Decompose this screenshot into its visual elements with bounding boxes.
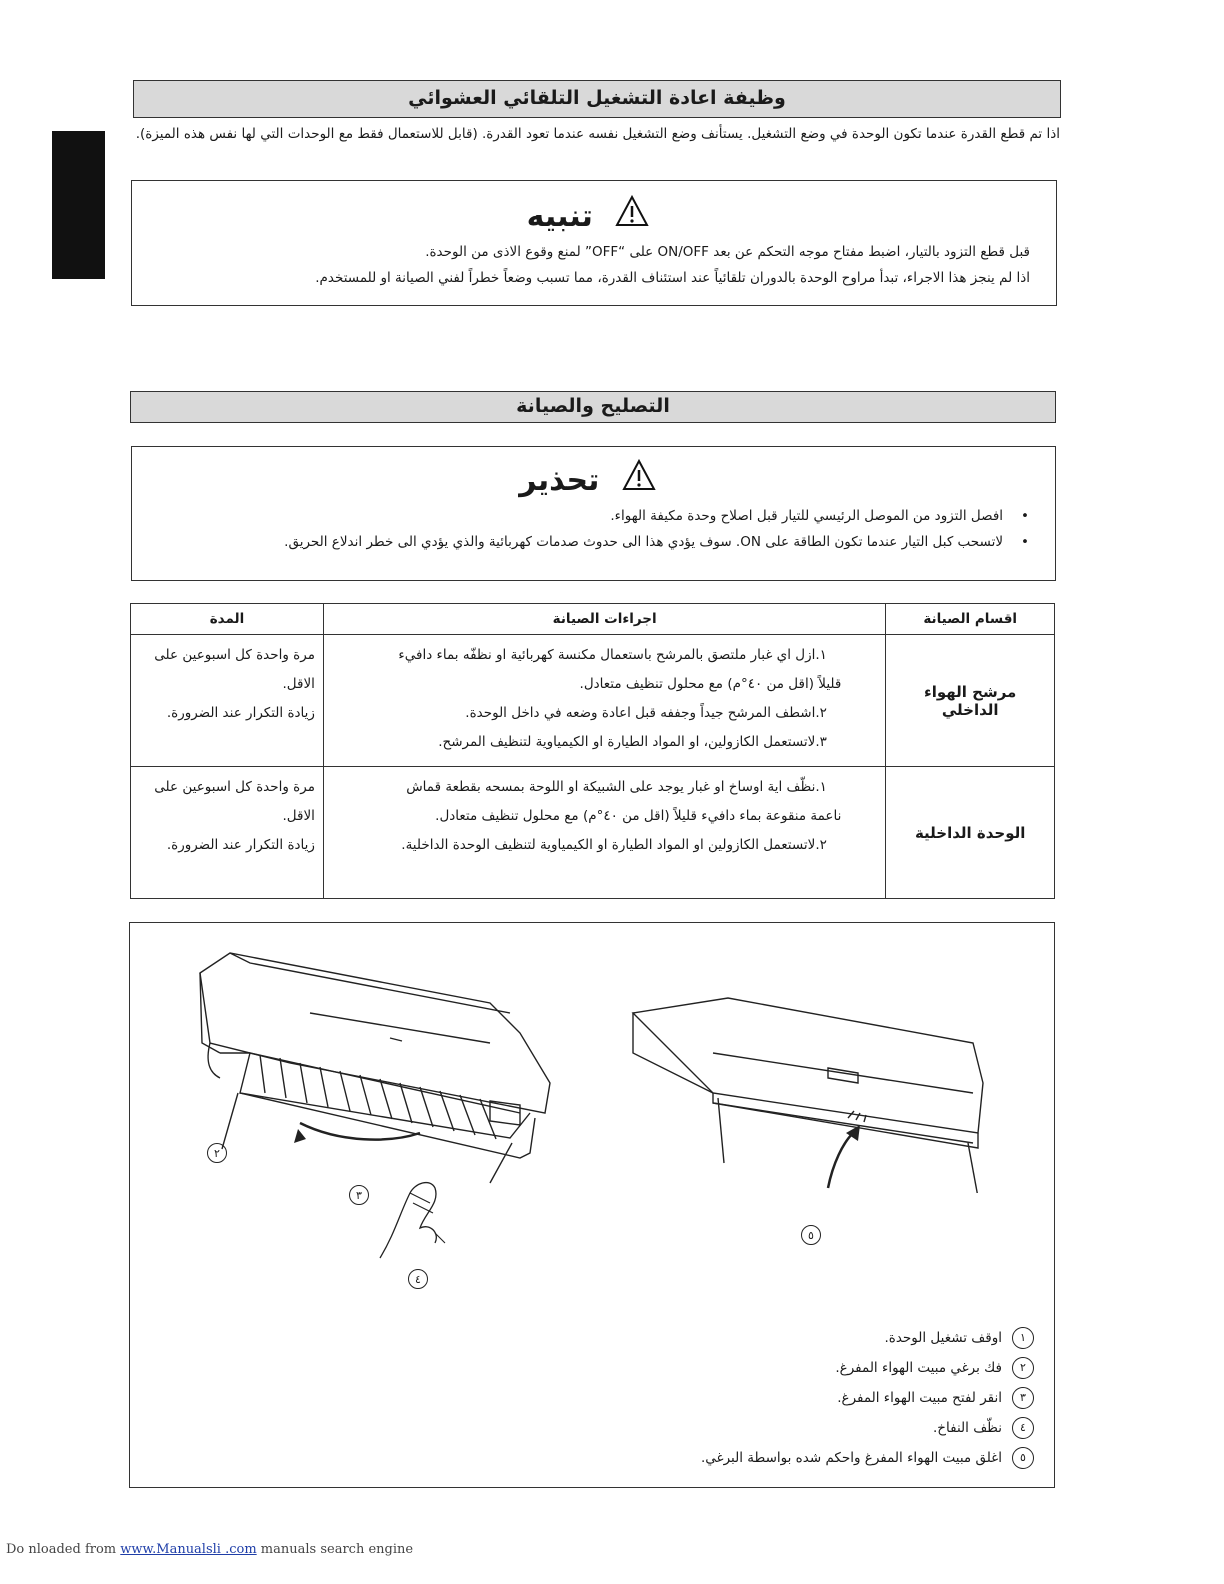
step-text: اوقف تشغيل الوحدة.: [884, 1330, 1002, 1346]
warning-bullet-1: [149, 503, 1029, 529]
header-duration: المدة: [131, 604, 324, 635]
section-title-auto-restart: وظيفة اعادة التشغيل التلقائي العشوائي: [133, 80, 1061, 118]
procedure-step: [381, 699, 877, 728]
procedure-step: [381, 773, 877, 831]
procedure-cell: [323, 767, 885, 899]
manualslib-link[interactable]: www.Manualsli .com: [120, 1542, 257, 1557]
step-text: اشطف المرشح جيداً وجففه قبل اعادة وضعه في داخل الوحدة.: [465, 705, 816, 721]
step-text: لاتستعمل الكازولين، او المواد الطيارة او الكيمياوية لتنظيف المرشح.: [438, 734, 816, 750]
list-item: [434, 1443, 1034, 1473]
section-title-maintenance: التصليح والصيانة: [130, 391, 1056, 423]
step-badge: ٥: [1012, 1447, 1034, 1469]
category-indoor-unit: الوحدة الداخلية: [886, 767, 1055, 899]
step-text: انقر لفتح مبيت الهواء المفرغ.: [837, 1390, 1002, 1406]
ac-unit-open-illustration: [190, 943, 570, 1193]
warning-heading: [132, 459, 1055, 504]
warning-box: [131, 446, 1056, 581]
table-header-row: [131, 604, 1055, 635]
warning-line-2: لاتسحب كبل التيار عندما تكون الطاقة على ON. سوف يؤدي هذا الى حدوث صدمات كهربائية والذي يؤدي الى خطر اندلاع الحريق.: [284, 534, 1004, 550]
ac-unit-closed-illustration: [628, 993, 998, 1193]
duration-cell: [131, 767, 324, 899]
section-tab-marker: [52, 131, 105, 279]
footer-suffix: manuals search engine: [260, 1542, 414, 1557]
auto-restart-description: اذا تم قطع القدرة عندما تكون الوحدة في وضع التشغيل. يستأنف وضع التشغيل نفسه عندما تعود القدرة. (قابل للاستعمال فقط مع الوحدات التي لها نفس هذه الميزة).: [135, 126, 1060, 142]
caution-line-2: اذا لم ينجز هذا الاجراء، تبدأ مراوح الوحدة بالدوران تلقائياً عند استئناف القدرة، مما تسبب وضعاً خطراً لفني الصيانة او للمستخدم.: [315, 270, 1030, 286]
download-footer: [6, 1542, 413, 1557]
bullet-icon: •: [1021, 534, 1029, 550]
callout-3: ٣: [349, 1185, 369, 1205]
caution-heading-text: تنبيه: [526, 199, 593, 234]
step-text: لاتستعمل الكازولين او المواد الطيارة او الكيمياوية لتنظيف الوحدة الداخلية.: [401, 837, 816, 853]
table-row: [131, 635, 1055, 767]
footer-prefix: Do nloaded from: [6, 1542, 117, 1557]
table-row: [131, 767, 1055, 899]
step-number: ٢.: [815, 837, 827, 853]
duration-cell: [131, 635, 324, 767]
category-air-filter: مرشح الهواء الداخلي: [886, 635, 1055, 767]
procedure-step: [381, 831, 877, 860]
procedure-cell: [323, 635, 885, 767]
list-item: [434, 1383, 1034, 1413]
callout-5: ٥: [801, 1225, 821, 1245]
step-badge: ٣: [1012, 1387, 1034, 1409]
warning-line-1: افصل التزود من الموصل الرئيسي للتيار قبل اصلاح وحدة مكيفة الهواء.: [610, 508, 1004, 524]
caution-heading: [132, 195, 1056, 240]
step-text: نظّف النفاخ.: [933, 1420, 1002, 1436]
warning-triangle-icon: [615, 195, 649, 240]
step-text: اغلق مبيت الهواء المفرغ واحكم شده بواسطة البرغي.: [701, 1450, 1002, 1466]
callout-4: ٤: [408, 1269, 428, 1289]
step-badge: ٤: [1012, 1417, 1034, 1439]
duration-note: زيادة التكرار عند الضرورة.: [166, 705, 315, 721]
caution-box: [131, 180, 1057, 306]
header-category: اقسام الصيانة: [886, 604, 1055, 635]
duration-note: زيادة التكرار عند الضرورة.: [166, 837, 315, 853]
header-procedure: اجراءات الصيانة: [323, 604, 885, 635]
warning-triangle-icon: [622, 459, 656, 504]
step-text: نظّف اية اوساخ او غبار يوجد على الشبيكة او اللوحة بمسحه بقطعة قماش ناعمة منقوعة بماء دافيء قليلاً (اقل من ٤٠°م) مع محلول تنظيف متعادل.: [406, 779, 842, 824]
step-number: ٣.: [815, 734, 827, 750]
duration-text: مرة واحدة كل اسبوعين على الاقل.: [154, 647, 315, 692]
step-number: ١.: [815, 647, 827, 663]
callout-2: ٢: [207, 1143, 227, 1163]
step-text: فك برغي مبيت الهواء المفرغ.: [835, 1360, 1002, 1376]
procedure-step: [381, 728, 877, 757]
hand-cleaning-illustration: [375, 1173, 455, 1263]
step-badge: ٢: [1012, 1357, 1034, 1379]
step-number: ٢.: [815, 705, 827, 721]
illustration-box: [129, 922, 1055, 1488]
caution-line-1: قبل قطع التزود بالتيار، اضبط مفتاح موجه التحكم عن بعد ON/OFF على “OFF” لمنع وقوع الاذى من الوحدة.: [425, 244, 1030, 260]
list-item: [434, 1353, 1034, 1383]
list-item: [434, 1413, 1034, 1443]
step-number: ١.: [815, 779, 827, 795]
duration-text: مرة واحدة كل اسبوعين على الاقل.: [154, 779, 315, 824]
maintenance-table: [130, 603, 1055, 899]
step-badge: ١: [1012, 1327, 1034, 1349]
warning-heading-text: تحذير: [519, 463, 600, 498]
warning-bullet-2: [149, 529, 1029, 555]
step-text: ازل اي غبار ملتصق بالمرشح باستعمال مكنسة كهربائية او نظفّه بماء دافيء قليلاً (اقل من ٤٠°م) مع محلول تنظيف متعادل.: [398, 647, 842, 692]
list-item: [434, 1323, 1034, 1353]
steps-list: [434, 1323, 1034, 1473]
procedure-step: [381, 641, 877, 699]
bullet-icon: •: [1021, 508, 1029, 524]
